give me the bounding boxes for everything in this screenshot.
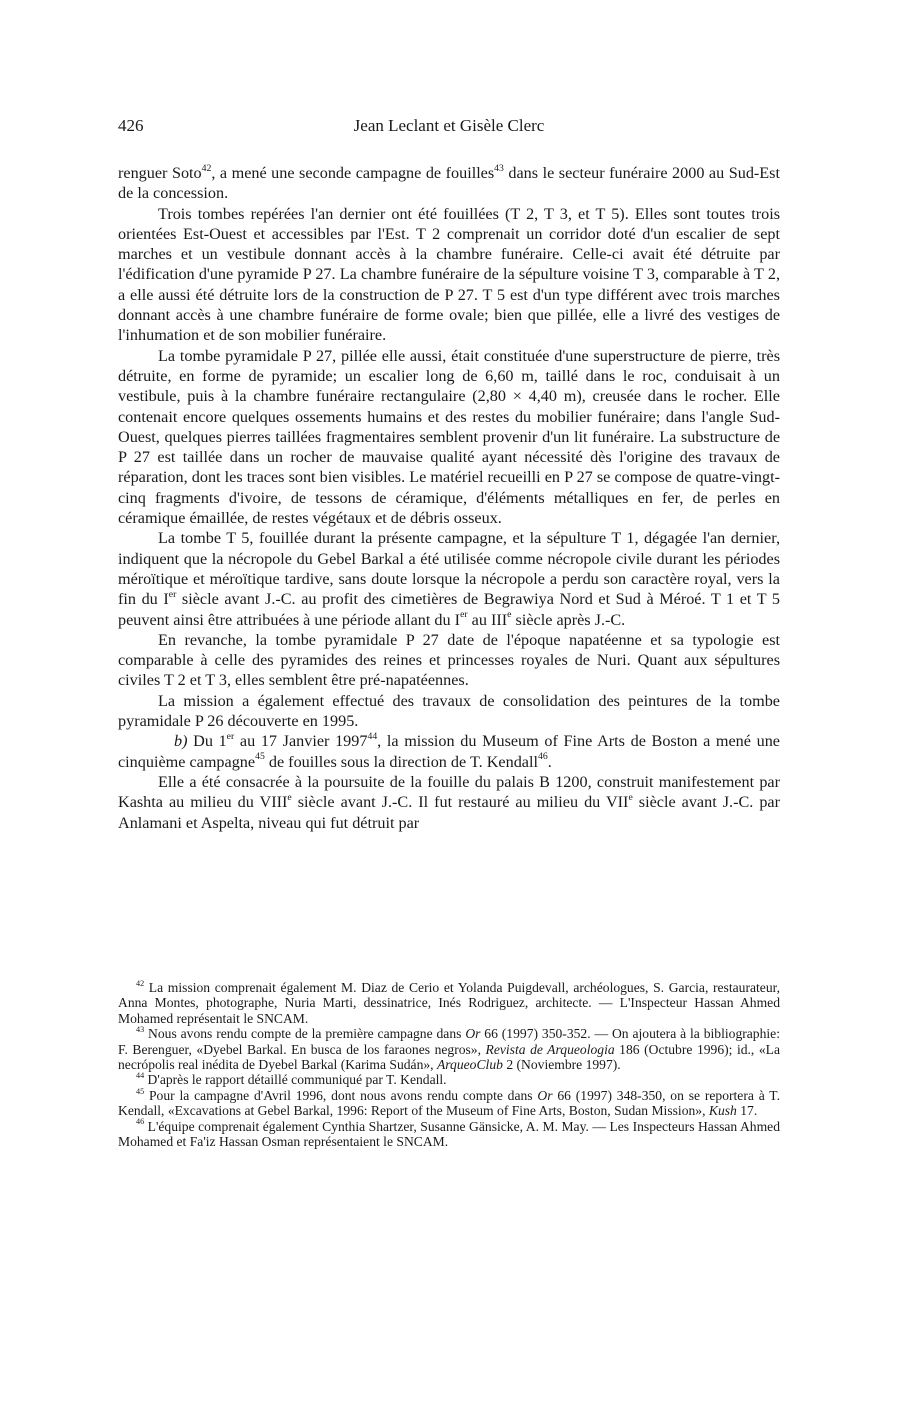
paragraph: Trois tombes repérées l'an dernier ont été fouillées (T 2, T 3, et T 5). Elles sont toutes trois orientées Est-Ouest et accessibles par l'Est. T 2 comprenait un corridor doté d'un escalier de sept marches et un vestibule donnant accès à la chambre funéraire. Celle-ci avait été détruite par l'édification d'une pyramide P 27. La chambre funéraire de la sépulture voisine T 3, comparable à T 2, a elle aussi été détruite lors de la construction de P 27. T 5 est d'un type différent avec trois marches donnant accès à une chambre funéraire de forme ovale; bien que pillée, elle a livré des vestiges de l'inhumation et de son mobilier funéraire. — [118, 204, 780, 345]
footnote-ref[interactable]: 46 — [537, 751, 548, 763]
paragraph: En revanche, la tombe pyramidale P 27 date de l'époque napatéenne et sa typologie est comparable à celle des pyramides des reines et princesses royales de Nuri. Quant aux sépultures civiles T 2 et T 3, elles semblent être pré-napatéennes. — [118, 630, 780, 690]
footnote-ref[interactable]: 42 — [201, 162, 212, 174]
footnote-ref[interactable]: 45 — [255, 751, 265, 763]
footnote-ref[interactable]: 44 — [367, 730, 378, 742]
footnotes — [118, 980, 780, 1149]
footnote: $^{44}$ D'après le rapport détaillé communiqué par T. Kendall. — [136, 1071, 447, 1088]
paragraph: Elle a été consacrée à la poursuite de la fouille du palais B 1200, construit manifestement par Kashta au milieu du VIIIe siècle avant J.-C. Il fut restauré au milieu du VIIe siècle avant J.-C. par Anlamani et Aspelta, niveau qui fut détruit par — [118, 772, 780, 832]
body-text — [118, 163, 780, 833]
paragraph: La mission a également effectué des travaux de consolidation des peintures de la tombe pyramidale P 26 découverte en 1995. — [118, 691, 780, 731]
footnote: $^{43}$ Nous avons rendu compte de la première campagne dans Or 66 (1997) 350-352. — On ajoutera à la bibliographie: F. Berenguer, «Dyebel Barkal. En busca de los faraones negros», Revista de Arqueologia 186 (Octubre 1996); id., «La necrópolis real inédita de Dyebel Barkal (Karima Sudán», ArqueoClub 2 (Noviembre 1997). — [118, 1024, 780, 1073]
page-header — [118, 116, 780, 138]
footnote-ref[interactable]: 43 — [494, 162, 504, 174]
running-head: Jean Leclant et Gisèle Clerc — [353, 116, 545, 135]
paragraph: La tombe pyramidale P 27, pillée elle aussi, était constituée d'une superstructure de pierre, très détruite, en forme de pyramide; un escalier long de 6,60 m, taillé dans le roc, conduisait à un vestibule, puis à la chambre funéraire rectangulaire (2,80 × 4,40 m), creusée dans le rocher. Elle contenait encore quelques ossements humains et des restes du mobilier funéraire; dans l'angle Sud-Ouest, quelques pierres taillées fragmentaires semblent provenir d'un lit funéraire. La substructure de P 27 est taillée dans un rocher de mauvaise qualité ayant nécessité dès l'origine des travaux de réparation, dont les traces sont bien visibles. Le matériel recueilli en P 27 se compose de quatre-vingt-cinq fragments d'ivoire, de tessons de céramique, d'éléments métalliques en fer, de perles en céramique émaillée, de restes végétaux et de débris osseux. — [118, 346, 780, 528]
page-number: 426 — [118, 116, 144, 135]
footnote: $^{45}$ Pour la campagne d'Avril 1996, dont nous avons rendu compte dans Or 66 (1997) 348-350, on se reportera à T. Kendall, «Excavations at Gebel Barkal, 1996: Report of the Museum of Fine Arts, Boston, Sudan Mission», Kush 17. — [118, 1086, 780, 1119]
paragraph: b) Du 1er au 17 Janvier 1997$^{44}$, la mission du Museum of Fine Arts de Boston a mené une cinquième campagne$^{45}$ de fouilles sous la direction de T. Kendall$^{46}$. — [118, 730, 780, 771]
paragraph: renguer Soto$^{42}$, a mené une seconde campagne de fouilles$^{43}$ dans le secteur funéraire 2000 au Sud-Est de la concession. — [118, 162, 780, 203]
footnote: $^{46}$ L'équipe comprenait également Cynthia Shartzer, Susanne Gänsicke, A. M. May. — Les Inspecteurs Hassan Ahmed Mohamed et Fa'iz Hassan Osman représentaient le SNCAM. — [118, 1117, 780, 1150]
footnote: $^{42}$ La mission comprenait également M. Diaz de Cerio et Yolanda Puigdevall, archéologues, S. Garcia, restaurateur, Anna Montes, photographe, Nuria Marti, dessinatrice, Inés Rodriguez, architecte. — L'Inspecteur Hassan Ahmed Mohamed représentait le SNCAM. — [118, 978, 780, 1026]
paragraph: La tombe T 5, fouillée durant la présente campagne, et la sépulture T 1, dégagée l'an dernier, indiquent que la nécropole du Gebel Barkal a été utilisée comme nécropole civile durant les périodes méroïtique et méroïtique tardive, sans doute lorsque la nécropole a perdu son caractère royal, vers la fin du Ier siècle avant J.-C. au profit des cimetières de Begrawiya Nord et Sud à Méroé. T 1 et T 5 peuvent ainsi être attribuées à une période allant du Ier au IIIe siècle après J.-C. — [118, 529, 781, 629]
